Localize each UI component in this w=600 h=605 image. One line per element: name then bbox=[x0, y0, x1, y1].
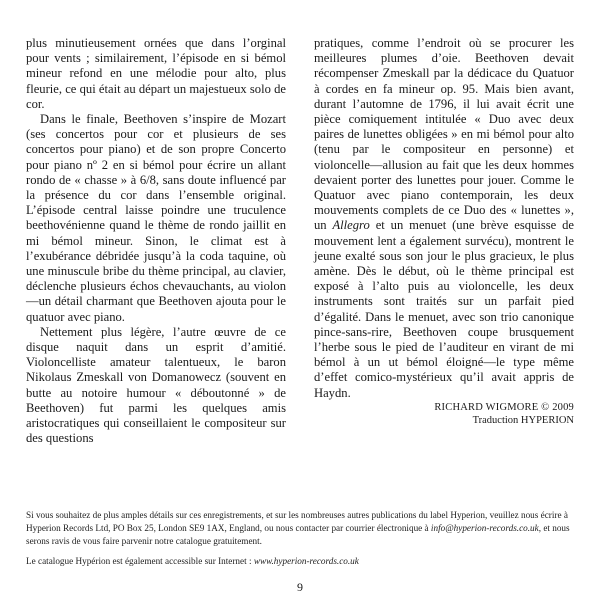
left-paragraph-3: Nettement plus légère, l’autre œuvre de ce disque naquit dans un esprit d’amitié. Violoncelliste amateur talentueux, le baron Nikolaus Zmeskall von Domanowecz (souvent en butte au notoire humour « déboutonné » de Beethoven) fut parmi les quelques amis aristocratiques qui conseillaient le compositeur sur des questions bbox=[26, 324, 286, 446]
right-paragraph-text-a: pratiques, comme l’endroit où se procurer les meilleures plumes d’oie. Beethoven devait récompenser Zmeskall par la dédicace du Quatuor à cordes en fa mineur op. 95. Mais bien avant, durant l’automne de 1796, il lui avait écrit une pièce comiquement intitulée « Duo avec deux paires de lunettes obligées » en mi bémol pour alto (tenu par le compositeur en personne) et violoncelle—allusion au fait que les deux hommes devaient porter des lunettes pour jouer. Comme le Quatuor avec piano contemporain, les deux mouvements complets de ce Duo des « lunettes », un bbox=[314, 36, 574, 233]
left-paragraph-2: Dans le finale, Beethoven s’inspire de Mozart (ses concertos pour cor et plusieurs de ses concertos pour piano) et de son propre Concerto pour piano nº 2 en si bémol pour écrire un allant rondo de « chasse » à 6/8, sans doute influencé par la présence du cor dans l’ensemble original. L’épisode central laisse poindre une truculence beethovénienne quand le thème de rondo jaillit en mi bémol mineur. Sinon, le climat est à l’exubérance débridée jusqu’à la coda taquine, où une minuscule bribe du thème principal, au clavier, déclenche plusieurs échos chevauchants, au violon—un détail charmant que Beethoven ajouta pour le quatuor avec piano. bbox=[26, 112, 286, 324]
right-paragraph-1 bbox=[314, 36, 574, 401]
author-signature: RICHARD WIGMORE © 2009 bbox=[434, 401, 574, 413]
catalogue-text: Le catalogue Hypérion est également accessible sur Internet : bbox=[26, 555, 254, 566]
contact-email[interactable]: info@hyperion-records.co.uk bbox=[430, 523, 539, 534]
allegro-italic: Allegro bbox=[332, 218, 370, 233]
contact-text-a: Si vous souhaitez de plus amples détails sur ces enregistrements, et sur les nombreuses autres publications du label Hyperion, veuillez nous écrire à Hyperion Records Ltd, PO Box 25, London SE9 1AX, England, ou nous contacter par courrier électronique à bbox=[26, 510, 568, 534]
right-paragraph-text-b: et un menuet (une brève esquisse de mouvement lent a également survécu), montrent le jeune exalté sous son jour le plus gracieux, le plus amène. Dès le début, où le thème principal est exposé à l’alto puis au violoncelle, les deux instruments sont traités sur un parfait pied d’égalité. Dans le menuet, avec son trio canonique pince-sans-rire, Beethoven coupe brusquement l’herbe sous le pied de l’auditeur en virant de mi bémol à un ut bémol éloigné—le type même d’effet comico-mystérieux qu’il avait appris de Haydn. bbox=[314, 218, 574, 400]
contact-text-b: , et nous serons ravis de vous faire parvenir notre catalogue gratuitement. bbox=[26, 523, 570, 547]
page-number: 9 bbox=[297, 580, 303, 594]
left-paragraph-1: plus minutieusement ornées que dans l’orginal pour vents ; similairement, l’épisode en si bémol mineur refond en une mélodie pour alto, plus fleurie, ce qui était au départ un majestueux solo de cor. bbox=[26, 36, 286, 111]
right-column bbox=[314, 36, 574, 427]
catalogue-paragraph bbox=[26, 555, 574, 568]
contact-paragraph bbox=[26, 509, 574, 549]
footer-notice bbox=[26, 509, 574, 568]
translation-credit: Traduction HYPERION bbox=[472, 414, 574, 426]
left-column bbox=[26, 36, 286, 446]
website-link[interactable]: www.hyperion-records.co.uk bbox=[253, 555, 359, 566]
